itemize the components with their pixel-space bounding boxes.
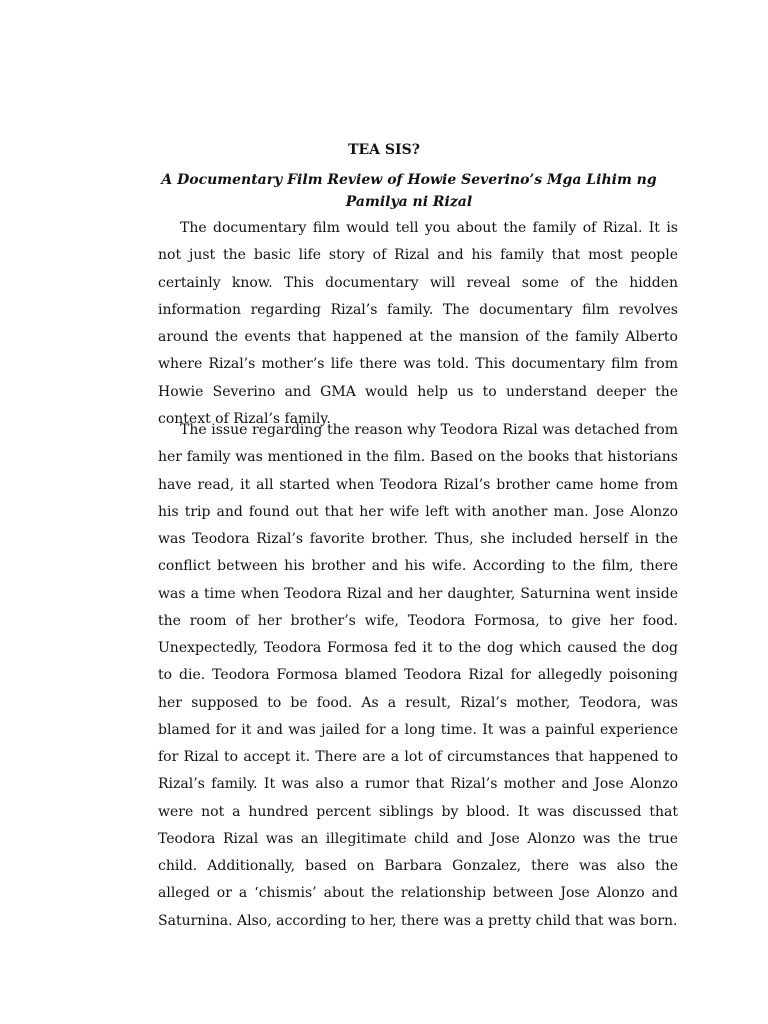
document-subtitle: A Documentary Film Review of Howie Severino’s Mga Lihim ng Pamilya ni Rizal	[161, 172, 657, 210]
body-paragraph-1: The documentary film would tell you about the family of Rizal. It is not just the basic life story of Rizal and his family that most people certainly know. This documentary will reveal some of the hidden information regarding Rizal’s family. The documentary film revolves around the events that happened at the mansion of the family Alberto where Rizal’s mother’s life there was told. This documentary film from Howie Severino and GMA would help us to understand deeper the context of Rizal’s family.	[158, 220, 678, 427]
document-title: TEA SIS?	[348, 142, 420, 158]
body-paragraph-2: The issue regarding the reason why Teodora Rizal was detached from her family was mentioned in the film. Based on the books that historians have read, it all started when Teodora Rizal’s brother came home from his trip and found out that her wife left with another man. Jose Alonzo was Teodora Rizal’s favorite brother. Thus, she included herself in the conflict between his brother and his wife. According to the film, there was a time when Teodora Rizal and her daughter, Saturnina went inside the room of her brother’s wife, Teodora Formosa, to give her food. Unexpectedly, Teodora Formosa fed it to the dog which caused the dog to die. Teodora Formosa blamed Teodora Rizal for allegedly poisoning her supposed to be food. As a result, Rizal’s mother, Teodora, was blamed for it and was jailed for a long time. It was a painful experience for Rizal to accept it. There are a lot of circumstances that happened to Rizal’s family. It was also a rumor that Rizal’s mother and Jose Alonzo were not a hundred percent siblings by blood. It was discussed that Teodora Rizal was an illegitimate child and Jose Alonzo was the true child. Additionally, based on Barbara Gonzalez, there was also the alleged or a ‘chismis’ about the relationship between Jose Alonzo and Saturnina. Also, according to her, there was a pretty child that was born.	[158, 422, 678, 929]
